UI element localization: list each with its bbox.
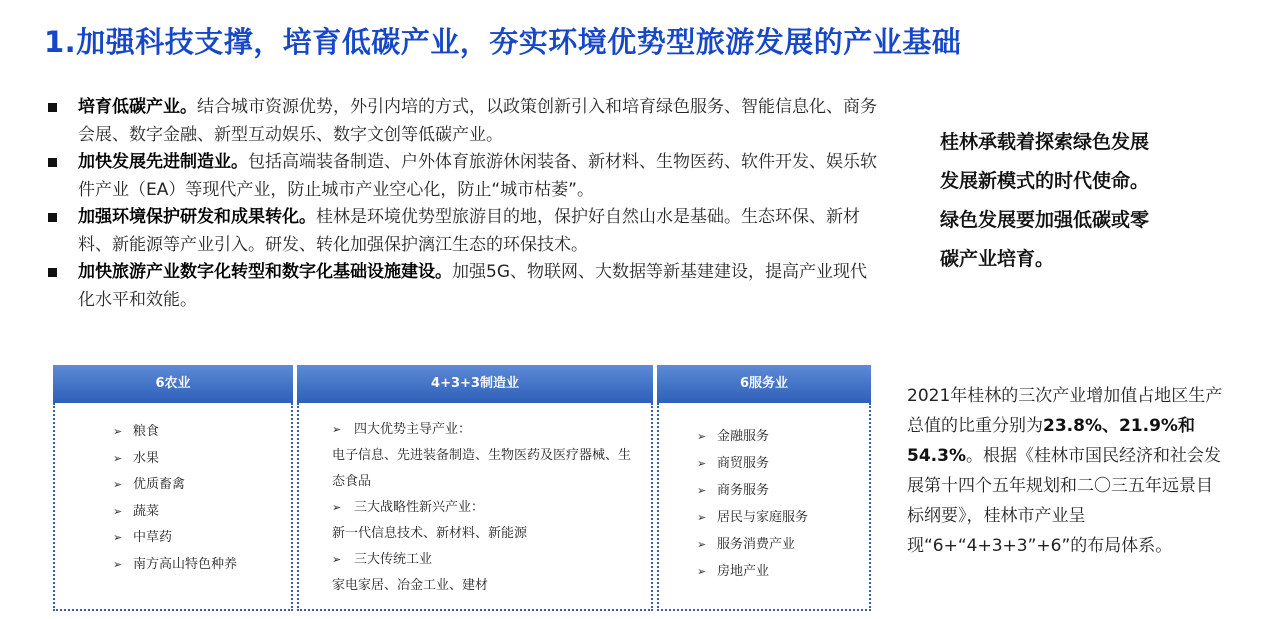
list-item [113, 446, 237, 473]
title-number: 1. [44, 25, 77, 59]
side-note-line: 桂林承载着探索绿色发展 [940, 131, 1150, 153]
list-item-label: 商务服务 [717, 483, 770, 498]
service-header: 6服务业 [657, 365, 871, 403]
list-item [697, 450, 808, 477]
list-item-label: 服务消费产业 [717, 537, 796, 552]
arrow-bullet-icon: ➢ [697, 457, 707, 470]
manufacturing-header: 4+3+3制造业 [297, 365, 653, 403]
arrow-bullet-icon: ➢ [113, 504, 123, 518]
arrow-bullet-icon: ➢ [113, 557, 123, 571]
list-item-label: 居民与家庭服务 [717, 510, 809, 525]
list-item-label: 水果 [133, 450, 160, 466]
stats-paragraph [907, 381, 1225, 561]
bullet-lead: 加快旅游产业数字化转型和数字化基础设施建设。 [78, 262, 452, 282]
arrow-bullet-icon: ➢ [697, 511, 707, 524]
manufacturing-panel [297, 365, 653, 611]
agriculture-header: 6农业 [53, 365, 293, 403]
square-bullet-icon [48, 103, 57, 112]
list-item-label: 粮食 [133, 424, 160, 439]
title-text: 加强科技支撑，培育低碳产业，夯实环境优势型旅游发展的产业基础 [76, 25, 962, 59]
subheading [332, 417, 642, 443]
stats-text-1: 2021年桂林的三次产业增加值占地区生产总值的比重分别为 [907, 386, 1223, 436]
bullet-lead: 培育低碳产业。 [78, 97, 197, 117]
list-item [113, 499, 237, 526]
industry-text: 新一代信息技术、新材料、新能源 [332, 526, 528, 541]
arrow-bullet-icon: ➢ [697, 538, 707, 551]
arrow-bullet-icon: ➢ [332, 423, 342, 436]
list-item [113, 419, 237, 446]
agriculture-body [53, 403, 293, 611]
bullet-list [48, 94, 878, 314]
arrow-bullet-icon: ➢ [697, 565, 707, 578]
side-note-line: 发展新模式的时代使命。 [940, 170, 1150, 192]
industry-text: 家电家居、冶金工业、建材 [332, 578, 489, 593]
list-item [113, 552, 237, 579]
list-item-label: 商贸服务 [717, 456, 770, 471]
bullet-text: 包括高端装备制造、户外体育旅游休闲装备、新材料、生物医药、软件开发、娱乐软件产业（EA）等现代产业，防止城市产业空心化，防止“城市枯萎”。 [78, 152, 877, 200]
arrow-bullet-icon: ➢ [113, 478, 123, 491]
arrow-bullet-icon: ➢ [113, 531, 123, 544]
list-item-label: 蔬菜 [133, 503, 160, 519]
stats-text-2: 。根据《桂林市国民经济和社会发展第十四个五年规划和二〇三五年远景目标纲要》，桂林市产业呈现“6+“4+3+3”+6”的布局体系。 [907, 446, 1221, 556]
service-body [657, 403, 871, 611]
list-item [697, 477, 808, 504]
list-item [113, 525, 237, 552]
agriculture-list [113, 419, 237, 578]
list-item [697, 423, 808, 450]
bullet-text: 桂林是环境优势型旅游目的地，保护好自然山水是基础。生态环保、新材料、新能源等产业引入。研发、转化加强保护漓江生态的环保技术。 [78, 207, 860, 255]
service-list [697, 423, 808, 585]
bullet-lead: 加快发展先进制造业。 [78, 152, 248, 172]
arrow-bullet-icon: ➢ [113, 451, 123, 465]
bullet-item [48, 259, 878, 314]
manufacturing-body [297, 403, 653, 611]
side-note-line: 碳产业培育。 [940, 248, 1055, 270]
stats-figures: 23.8%、21.9%和54.3% [907, 416, 1195, 466]
square-bullet-icon [48, 158, 57, 167]
list-item [113, 472, 237, 499]
list-item [697, 504, 808, 531]
service-panel [657, 365, 871, 611]
bullet-item [48, 149, 878, 204]
manufacturing-content [332, 417, 642, 599]
bullet-text: 结合城市资源优势，外引内培的方式，以政策创新引入和培育绿色服务、智能信息化、商务会展、数字金融、新型互动娱乐、数字文创等低碳产业。 [78, 97, 877, 145]
list-item-label: 房地产业 [717, 564, 770, 579]
side-note [940, 123, 1210, 279]
list-item [697, 558, 808, 585]
bullet-item [48, 94, 878, 149]
bullet-text: 加强5G、物联网、大数据等新基建建设，提高产业现代化水平和效能。 [78, 262, 867, 310]
agriculture-panel [53, 365, 293, 611]
arrow-bullet-icon: ➢ [113, 425, 123, 438]
square-bullet-icon [48, 213, 57, 222]
list-item [697, 531, 808, 558]
square-bullet-icon [48, 268, 57, 277]
subheading-label: 三大传统工业 [354, 552, 433, 567]
subheading-label: 三大战略性新兴产业： [354, 500, 485, 515]
arrow-bullet-icon: ➢ [697, 430, 707, 443]
subheading [332, 495, 642, 521]
arrow-bullet-icon: ➢ [697, 484, 707, 497]
list-item-label: 中草药 [133, 530, 173, 545]
list-item-label: 优质畜禽 [133, 477, 186, 492]
bullet-lead: 加强环境保护研发和成果转化。 [78, 207, 316, 227]
bullet-item [48, 204, 878, 259]
subheading [332, 547, 642, 573]
arrow-bullet-icon: ➢ [332, 553, 342, 566]
industry-text: 电子信息、先进装备制造、生物医药及医疗器械、生态食品 [332, 448, 632, 489]
side-note-line: 绿色发展要加强低碳或零 [940, 209, 1150, 231]
page-title [44, 20, 961, 61]
arrow-bullet-icon: ➢ [332, 501, 342, 514]
list-item-label: 金融服务 [717, 429, 770, 444]
subheading-label: 四大优势主导产业： [354, 422, 472, 437]
list-item-label: 南方高山特色种养 [133, 556, 238, 572]
